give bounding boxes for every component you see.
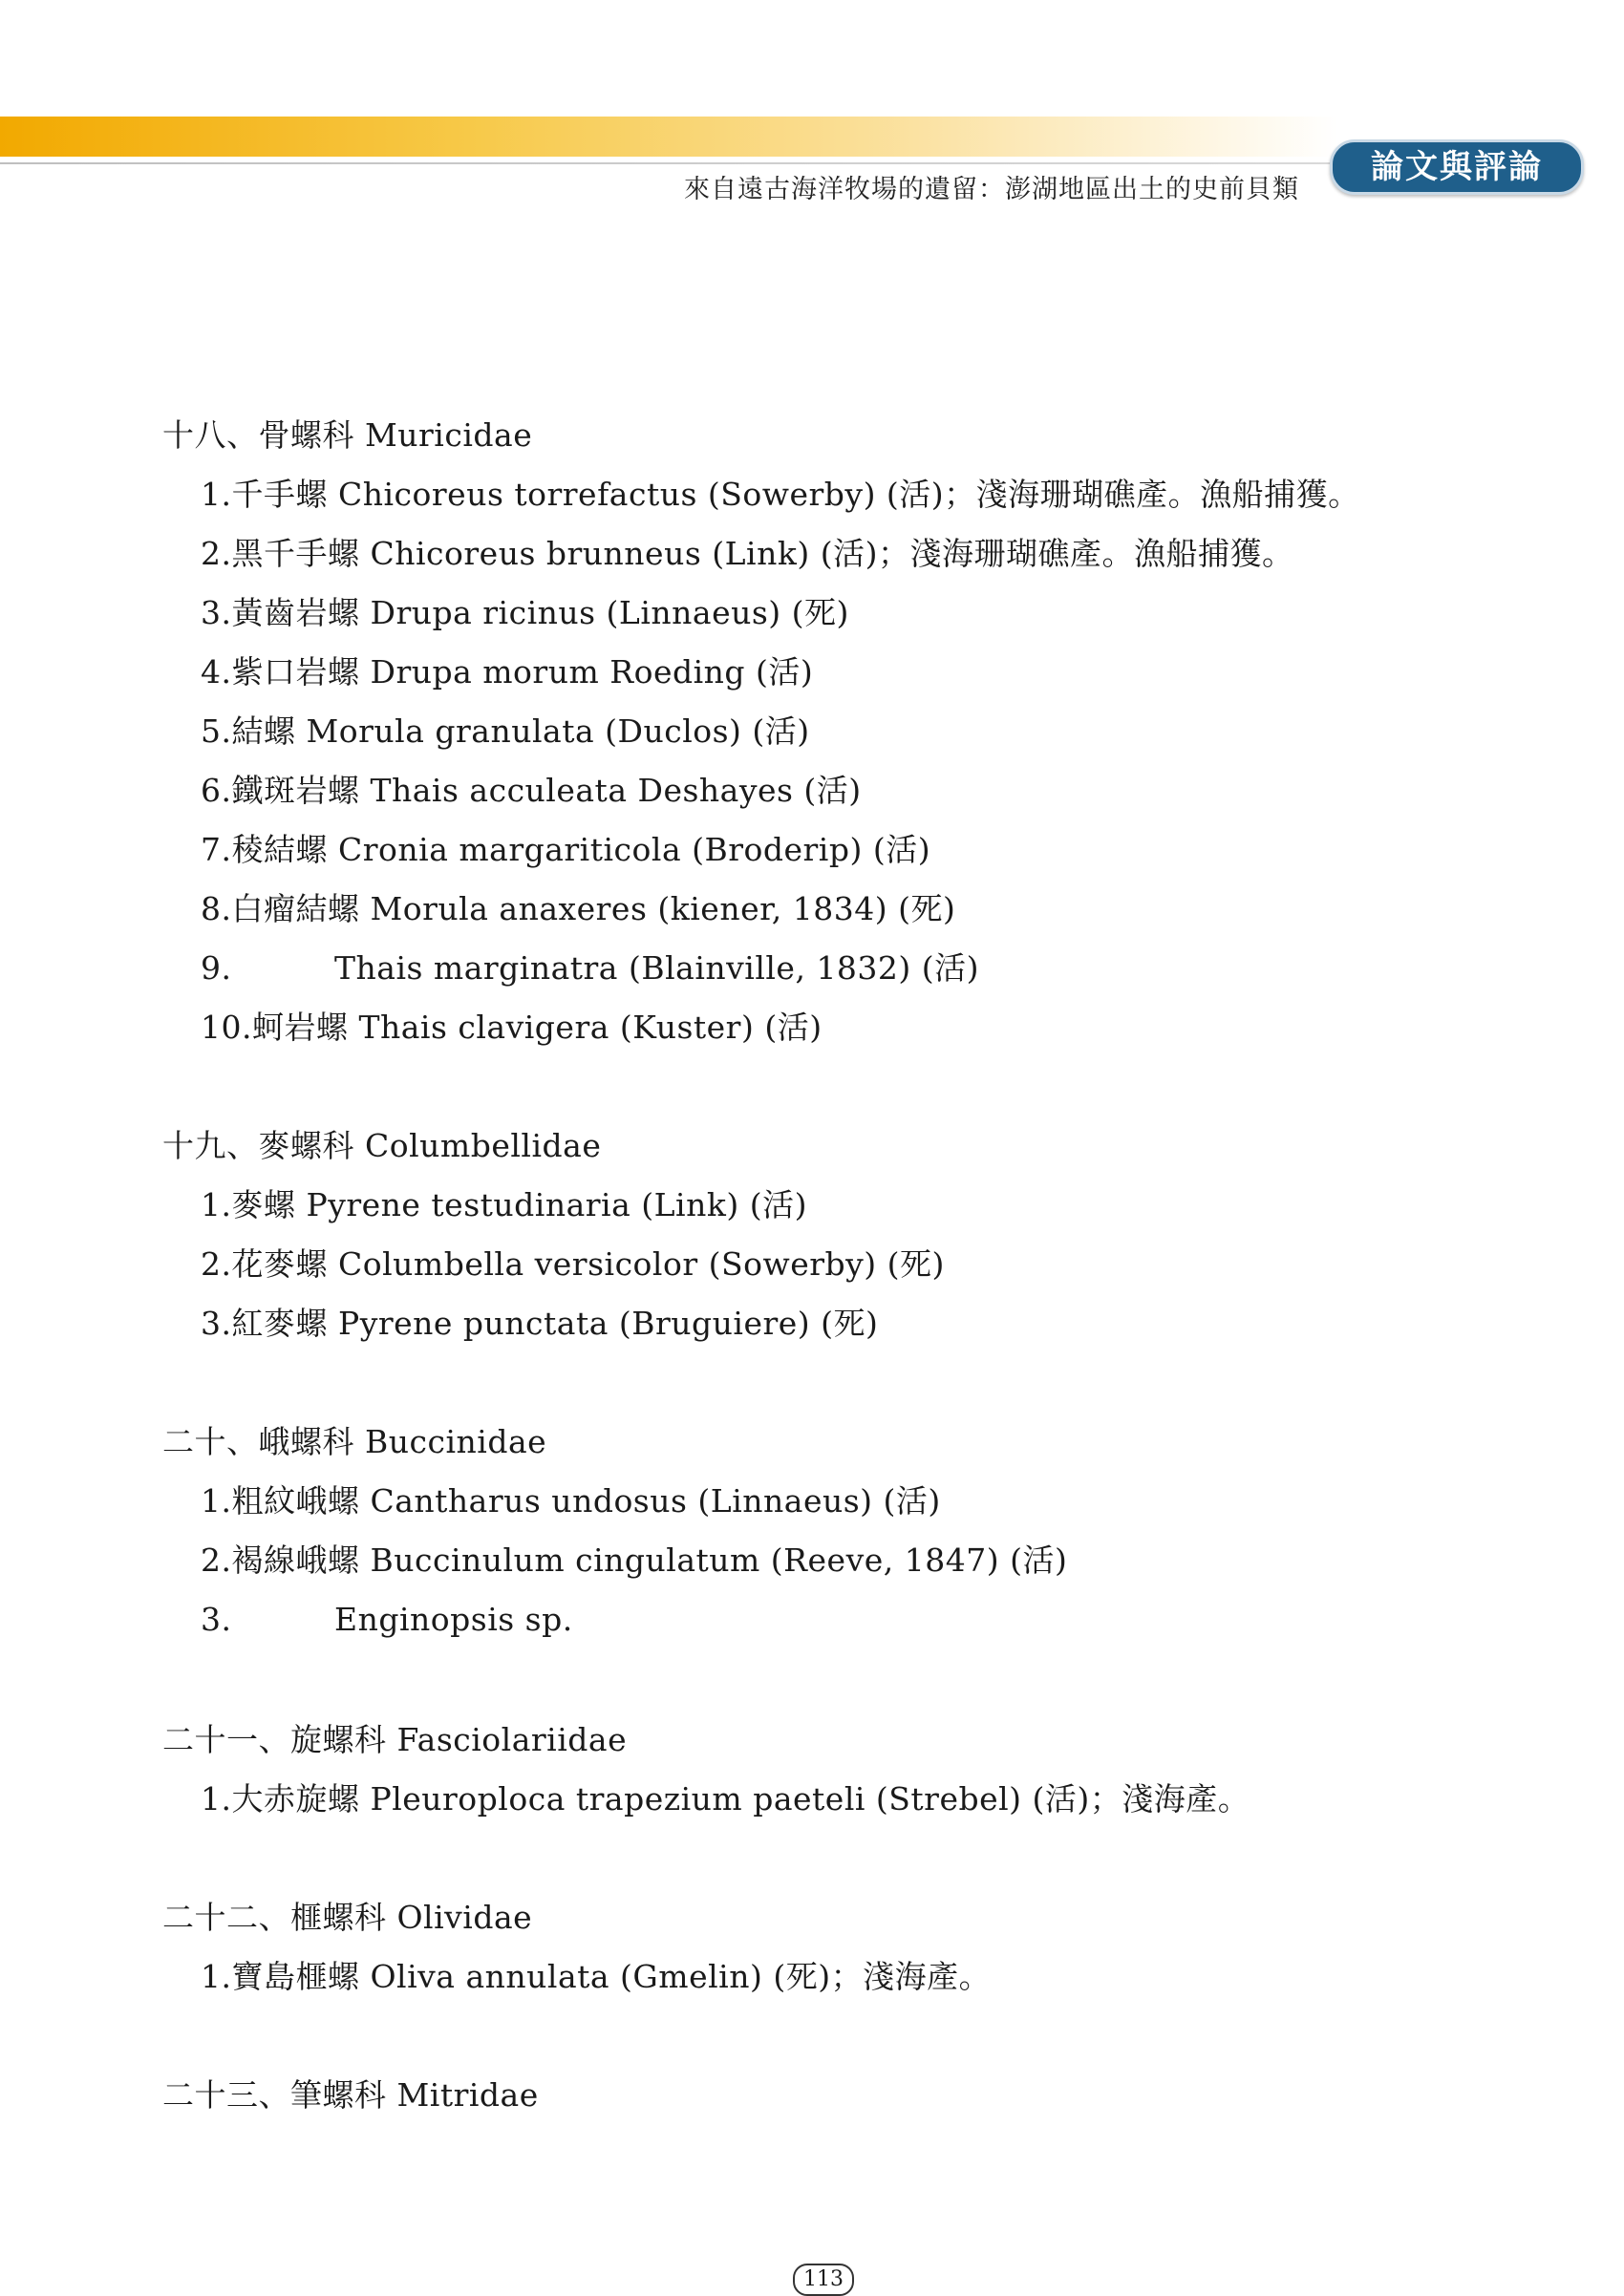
list-item bbox=[201, 476, 1360, 514]
running-title: 來自遠古海洋牧場的遺留：澎湖地區出土的史前貝類 bbox=[684, 175, 1299, 204]
item-text: 蚵岩螺 Thais clavigera (Kuster) (活) bbox=[251, 1009, 823, 1046]
item-number: 8. bbox=[201, 890, 232, 927]
item-number: 1. bbox=[201, 1186, 232, 1223]
item-number: 10. bbox=[201, 1009, 252, 1046]
item-text: Thais marginatra (Blainville, 1832) (活) bbox=[334, 949, 980, 987]
list-item bbox=[201, 1541, 1067, 1580]
page-number: 113 bbox=[793, 2264, 854, 2296]
list-item bbox=[201, 1305, 878, 1343]
item-number: 1. bbox=[201, 1958, 232, 1995]
section-badge: 論文與評論 bbox=[1330, 139, 1584, 195]
heading-mitridae: 二十三、筆螺科 Mitridae bbox=[162, 2076, 539, 2114]
item-number: 1. bbox=[201, 1780, 232, 1818]
list-item bbox=[201, 712, 810, 751]
list-item bbox=[201, 949, 979, 988]
item-number: 3. bbox=[201, 594, 232, 631]
list-item bbox=[201, 1186, 807, 1224]
list-item bbox=[201, 535, 1293, 573]
item-text: 黑千手螺 Chicoreus brunneus (Link) (活)；淺海珊瑚礁產。漁船捕獲。 bbox=[231, 535, 1294, 572]
list-item bbox=[201, 594, 849, 632]
item-number: 9. bbox=[201, 949, 232, 987]
item-number: 2. bbox=[201, 1541, 232, 1579]
item-number: 3. bbox=[201, 1305, 232, 1342]
item-number: 7. bbox=[201, 831, 232, 868]
item-number: 1. bbox=[201, 476, 232, 513]
header-band bbox=[0, 117, 1337, 157]
heading-buccinidae: 二十、峨螺科 Buccinidae bbox=[162, 1423, 547, 1460]
item-text: Enginopsis sp. bbox=[334, 1601, 573, 1638]
list-item bbox=[201, 890, 955, 928]
item-text: 寶島榧螺 Oliva annulata (Gmelin) (死)；淺海產。 bbox=[231, 1958, 992, 1995]
list-item bbox=[201, 653, 813, 691]
list-item bbox=[201, 1245, 945, 1284]
list-item bbox=[201, 1009, 823, 1047]
list-item bbox=[201, 1482, 941, 1520]
list-item bbox=[201, 1601, 573, 1639]
item-number: 4. bbox=[201, 653, 232, 691]
item-number: 1. bbox=[201, 1482, 232, 1520]
item-text: 褐線峨螺 Buccinulum cingulatum (Reeve, 1847) (活) bbox=[231, 1541, 1068, 1579]
item-text: 千手螺 Chicoreus torrefactus (Sowerby) (活)；淺海珊瑚礁產。漁船捕獲。 bbox=[231, 476, 1360, 513]
item-number: 6. bbox=[201, 772, 232, 809]
heading-fasciolariidae: 二十一、旋螺科 Fasciolariidae bbox=[162, 1721, 628, 1758]
header-rule bbox=[0, 162, 1337, 164]
list-item bbox=[201, 1958, 991, 1996]
heading-columbellidae: 十九、麥螺科 Columbellidae bbox=[162, 1127, 602, 1164]
item-text: 粗紋峨螺 Cantharus undosus (Linnaeus) (活) bbox=[231, 1482, 941, 1520]
heading-olividae: 二十二、榧螺科 Olividae bbox=[162, 1899, 533, 1936]
list-item bbox=[201, 772, 862, 810]
item-text: 花麥螺 Columbella versicolor (Sowerby) (死) bbox=[231, 1245, 945, 1283]
item-text: 麥螺 Pyrene testudinaria (Link) (活) bbox=[231, 1186, 807, 1223]
item-text: 黃齒岩螺 Drupa ricinus (Linnaeus) (死) bbox=[231, 594, 849, 631]
item-number: 5. bbox=[201, 712, 232, 750]
item-number: 2. bbox=[201, 535, 232, 572]
item-text: 大赤旋螺 Pleuroploca trapezium paeteli (Strebel) (活)；淺海產。 bbox=[231, 1780, 1250, 1818]
item-number: 3. bbox=[201, 1601, 232, 1638]
item-number: 2. bbox=[201, 1245, 232, 1283]
item-text: 稜結螺 Cronia margariticola (Broderip) (活) bbox=[231, 831, 931, 868]
item-text: 結螺 Morula granulata (Duclos) (活) bbox=[231, 712, 810, 750]
list-item bbox=[201, 831, 930, 869]
item-text: 紅麥螺 Pyrene punctata (Bruguiere) (死) bbox=[231, 1305, 879, 1342]
item-text: 紫口岩螺 Drupa morum Roeding (活) bbox=[231, 653, 814, 691]
item-text: 白瘤結螺 Morula anaxeres (kiener, 1834) (死) bbox=[231, 890, 956, 927]
list-item bbox=[201, 1780, 1250, 1818]
item-text: 鐵斑岩螺 Thais acculeata Deshayes (活) bbox=[231, 772, 862, 809]
heading-muricidae: 十八、骨螺科 Muricidae bbox=[162, 416, 533, 454]
